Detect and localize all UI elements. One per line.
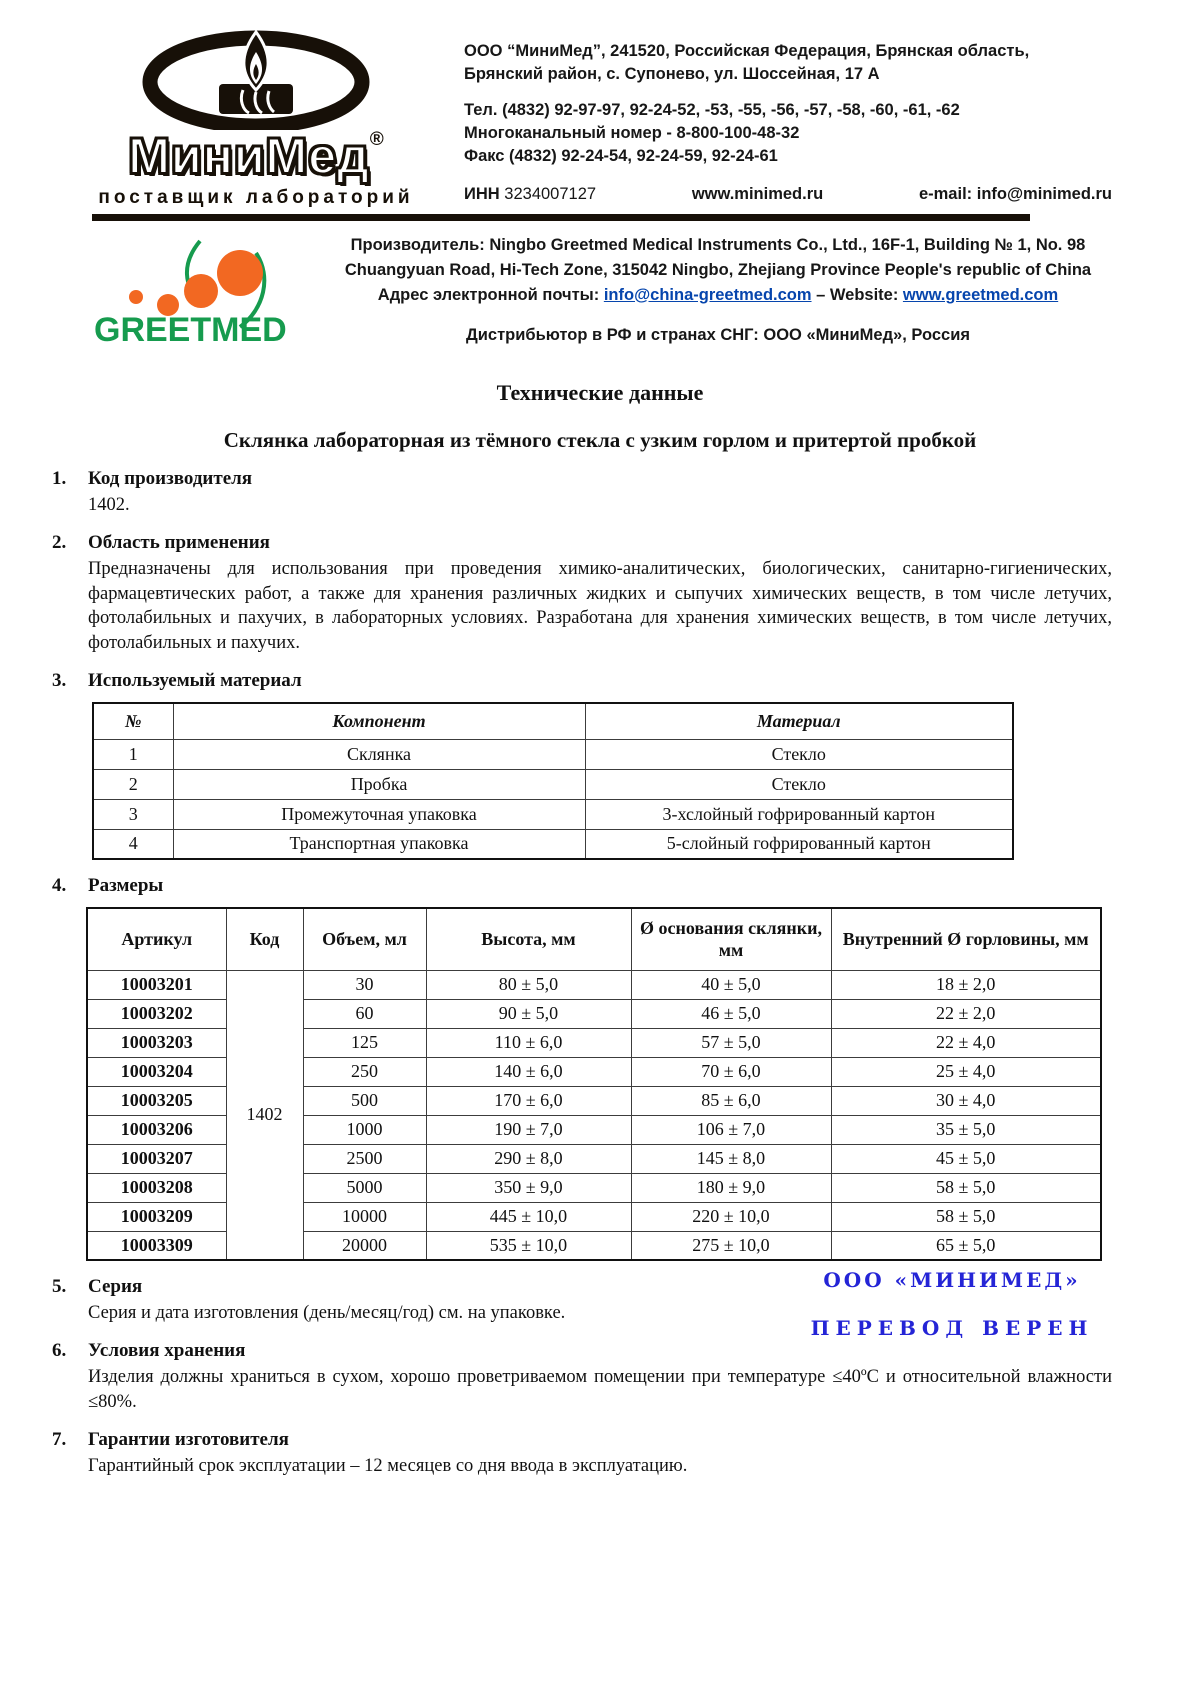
table-cell: Промежуточная упаковка (173, 799, 585, 829)
table-cell: 140 ± 6,0 (426, 1057, 631, 1086)
table-cell: 1 (93, 739, 173, 769)
column-header: Ø основания склянки, мм (631, 908, 831, 970)
merged-code-cell: 1402 (226, 970, 303, 1260)
manufacturer-contacts-line (324, 283, 1112, 308)
table-cell: 3 (93, 799, 173, 829)
table-cell: 57 ± 5,0 (631, 1028, 831, 1057)
table-header-row (93, 703, 1013, 739)
table-cell: 10003201 (87, 970, 226, 999)
table-cell: 535 ± 10,0 (426, 1231, 631, 1260)
table-cell: 22 ± 2,0 (831, 999, 1101, 1028)
sections (52, 468, 1112, 1479)
table-cell: Транспортная упаковка (173, 829, 585, 859)
table-cell: 275 ± 10,0 (631, 1231, 831, 1260)
letterhead-header (88, 30, 1112, 209)
table-cell: 60 (303, 999, 426, 1028)
address-line: ООО “МиниМед”, 241520, Российская Федерация, Брянская область, (464, 42, 1030, 60)
stamp-company-line: ООО «МИНИМЕД» (823, 1268, 1081, 1293)
section-title: Гарантии изготовителя (88, 1429, 289, 1451)
table-cell: 30 (303, 970, 426, 999)
column-header: Объем, мл (303, 908, 426, 970)
minimed-candle-icon (131, 30, 381, 130)
column-header: № (93, 703, 173, 739)
table-cell: 500 (303, 1086, 426, 1115)
company-contact-block (464, 30, 1112, 209)
greetmed-website-link[interactable]: www.greetmed.com (902, 285, 1059, 304)
table-cell: 85 ± 6,0 (631, 1086, 831, 1115)
multichannel-line: Многоканальный номер - 8-800-100-48-32 (464, 124, 800, 143)
section-title: Размеры (88, 875, 164, 897)
table-row (93, 799, 1013, 829)
section-dimensions (52, 875, 1112, 1261)
table-cell: 10003205 (87, 1086, 226, 1115)
column-header: Артикул (87, 908, 226, 970)
inn-label: ИНН (464, 185, 500, 204)
table-row (93, 829, 1013, 859)
column-header: Материал (585, 703, 1013, 739)
section-title: Условия хранения (88, 1340, 246, 1362)
table-cell: 80 ± 5,0 (426, 970, 631, 999)
section-body: Серия и дата изготовления (день/месяц/год) см. на упаковке. (88, 1303, 566, 1324)
table-cell: 10003208 (87, 1173, 226, 1202)
manufacturer-block (88, 229, 1112, 354)
table-cell: 290 ± 8,0 (426, 1144, 631, 1173)
page-title: Технические данные (496, 380, 704, 405)
table-cell: 220 ± 10,0 (631, 1202, 831, 1231)
table-cell: 2 (93, 769, 173, 799)
section-application-area (52, 532, 1112, 655)
table-cell: 2500 (303, 1144, 426, 1173)
table-cell: 10003309 (87, 1231, 226, 1260)
greetmed-logo-icon (88, 233, 308, 349)
minimed-logo (88, 30, 424, 209)
fax-line: Факс (4832) 92-24-54, 92-24-59, 92-24-61 (464, 147, 778, 166)
table-cell: 5-слойный гофрированный картон (585, 829, 1013, 859)
materials-table-body (93, 739, 1013, 859)
materials-table (92, 702, 1014, 860)
distributor-line: Дистрибьютор в РФ и странах СНГ: ООО «МиниМед», Россия (466, 326, 970, 345)
stamp-verified-line: ПЕРЕВОД ВЕРЕН (810, 1316, 1094, 1341)
address-line: Брянский район, с. Супонево, ул. Шоссейная, 17 А (464, 65, 880, 84)
section-materials (52, 670, 1112, 860)
table-cell: 10003202 (87, 999, 226, 1028)
table-cell: 3-хслойный гофрированный картон (585, 799, 1013, 829)
section-number: 3. (52, 670, 67, 692)
minimed-tagline: поставщик лабораторий (98, 187, 414, 208)
registered-trademark-icon: ® (369, 129, 384, 150)
manufacturer-text (324, 229, 1112, 354)
minimed-wordmark-text: МиниМед (128, 128, 370, 184)
section-number: 2. (52, 532, 67, 554)
table-cell: 5000 (303, 1173, 426, 1202)
greetmed-email-link[interactable]: info@china-greetmed.com (603, 285, 812, 304)
table-cell: 25 ± 4,0 (831, 1057, 1101, 1086)
table-cell: 65 ± 5,0 (831, 1231, 1101, 1260)
section-manufacturer-code (52, 468, 1112, 517)
table-cell: 18 ± 2,0 (831, 970, 1101, 999)
table-cell: 10003203 (87, 1028, 226, 1057)
section-storage-conditions (52, 1340, 1112, 1414)
table-cell: 70 ± 6,0 (631, 1057, 831, 1086)
table-cell: 125 (303, 1028, 426, 1057)
table-cell: 145 ± 8,0 (631, 1144, 831, 1173)
email-text: e-mail: info@minimed.ru (918, 185, 1112, 204)
table-cell: 1000 (303, 1115, 426, 1144)
table-cell: 10003207 (87, 1144, 226, 1173)
table-header-row (87, 908, 1101, 970)
table-cell: 10003209 (87, 1202, 226, 1231)
table-cell: 40 ± 5,0 (631, 970, 831, 999)
table-row (87, 970, 1101, 999)
section-title: Код производителя (88, 468, 253, 489)
section-number: 6. (52, 1340, 67, 1362)
table-cell: 170 ± 6,0 (426, 1086, 631, 1115)
section-title: Используемый материал (88, 670, 302, 692)
table-cell: 46 ± 5,0 (631, 999, 831, 1028)
manufacturer-line: Производитель: Ningbo Greetmed Medical Instruments Co., Ltd., 16F-1, Building № 1, No. 98 (350, 236, 1086, 254)
section-number: 5. (52, 1276, 67, 1298)
table-row (93, 769, 1013, 799)
table-cell: 445 ± 10,0 (426, 1202, 631, 1231)
column-header: Внутренний Ø горловины, мм (831, 908, 1101, 970)
section-title: Серия (88, 1276, 143, 1298)
table-cell: 10003204 (87, 1057, 226, 1086)
section-number: 4. (52, 875, 67, 897)
column-header: Компонент (173, 703, 585, 739)
manufacturer-line: Chuangyuan Road, Hi-Tech Zone, 315042 Ningbo, Zhejiang Province People's republic of China (344, 260, 1092, 279)
table-cell: 110 ± 6,0 (426, 1028, 631, 1057)
section-body: Предназначены для использования при проведения химико-аналитических, биологических, санитарно-гигиенических, фармацевтических работ, а также для хранения различных жидких и сыпучих химических веществ, в том числе летучих, фотолабильных и пахучих, в лабораторных условиях. Разработана для хранения химических веществ, в том числе летучих, фотолабильных и пахучих. (88, 559, 1112, 653)
section-number: 7. (52, 1429, 67, 1451)
section-body: 1402. (88, 495, 130, 515)
table-cell: 30 ± 4,0 (831, 1086, 1101, 1115)
table-cell: Пробка (173, 769, 585, 799)
section-warranty (52, 1429, 1112, 1478)
table-cell: 350 ± 9,0 (426, 1173, 631, 1202)
inn-value: 3234007127 (504, 185, 597, 204)
section-body: Изделия должны храниться в сухом, хорошо проветриваемом помещении при температуре ≤40ºС и относительной влажности ≤80%. (88, 1367, 1112, 1412)
sizes-table-body (87, 970, 1101, 1260)
table-cell: 250 (303, 1057, 426, 1086)
table-cell: 180 ± 9,0 (631, 1173, 831, 1202)
email-prefix: Адрес электронной почты: (377, 285, 604, 304)
phone-line: Тел. (4832) 92-97-97, 92-24-52, -53, -55, -56, -57, -58, -60, -61, -62 (464, 101, 960, 120)
inn-row (464, 183, 1112, 206)
website-link: www.minimed.ru (691, 185, 824, 204)
table-cell: 10003206 (87, 1115, 226, 1144)
table-row (93, 739, 1013, 769)
translation-stamp (782, 1268, 1122, 1340)
section-series (52, 1268, 1112, 1341)
website-separator: – Website: (811, 285, 903, 304)
table-cell: 35 ± 5,0 (831, 1115, 1101, 1144)
table-cell: 22 ± 4,0 (831, 1028, 1101, 1057)
section-number: 1. (52, 468, 67, 489)
table-cell: Стекло (585, 739, 1013, 769)
table-cell: 190 ± 7,0 (426, 1115, 631, 1144)
table-cell: 10000 (303, 1202, 426, 1231)
table-cell: 90 ± 5,0 (426, 999, 631, 1028)
section-title: Область применения (88, 532, 270, 554)
section-body: Гарантийный срок эксплуатации – 12 месяцев со дня ввода в эксплуатацию. (88, 1456, 688, 1477)
table-cell: 4 (93, 829, 173, 859)
table-cell: 58 ± 5,0 (831, 1173, 1101, 1202)
table-cell: 106 ± 7,0 (631, 1115, 831, 1144)
table-cell: 45 ± 5,0 (831, 1144, 1101, 1173)
inn (464, 183, 596, 206)
minimed-wordmark (88, 130, 424, 182)
table-cell: 58 ± 5,0 (831, 1202, 1101, 1231)
table-cell: Стекло (585, 769, 1013, 799)
column-header: Высота, мм (426, 908, 631, 970)
table-cell: 20000 (303, 1231, 426, 1260)
header-divider (92, 214, 1030, 221)
product-title: Склянка лабораторная из тёмного стекла с узким горлом и притертой пробкой (223, 428, 977, 452)
sizes-table (86, 907, 1102, 1261)
column-header: Код (226, 908, 303, 970)
greetmed-brand-text: GREETMED (94, 311, 287, 349)
table-cell: Склянка (173, 739, 585, 769)
greetmed-logo (88, 229, 324, 354)
